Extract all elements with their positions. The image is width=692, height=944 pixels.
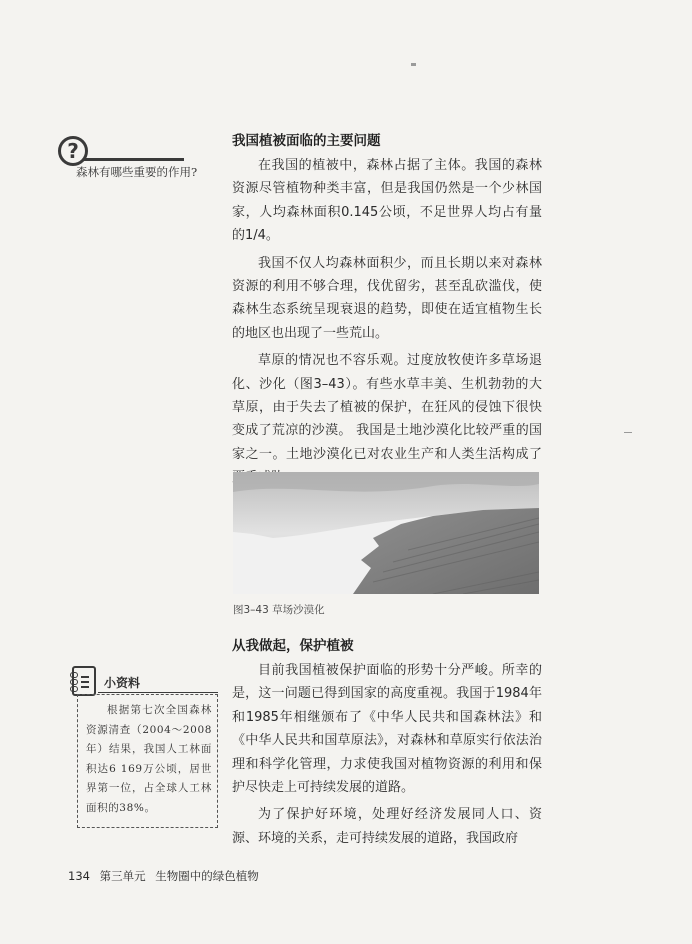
paragraph: 为了保护好环境，处理好经济发展同人口、资源、环境的关系，走可持续发展的道路，我国政府 [232,807,542,846]
figure-caption: 图3–43 草场沙漠化 [233,604,325,616]
info-content-box [77,694,218,828]
section-forest-problems [232,131,542,490]
question-underline [84,158,184,161]
paragraph: 目前我国植被保护面临的形势十分严峻。所幸的是，这一问题已得到国家的高度重视。我国于1984年和1985年相继颁布了《中华人民共和国森林法》和《中华人民共和国草原法》，对森林和草原实行依法治理和科学化管理，力求使我国对植物资源的利用和保护尽快走上可持续发展的道路。 [232,663,542,796]
unit-label: 第三单元 [99,869,146,883]
question-mark-icon: ? [58,136,88,166]
notebook-icon [72,666,96,696]
info-text: 根据第七次全国森林资源清查（2004～2008年）结果，我国人工林面积达6 169万公顷，居世界第一位，占全球人工林面积的38%。 [86,704,212,814]
scan-mark [411,63,416,66]
info-title: 小资料 [104,676,141,690]
paragraph: 在我国的植被中，森林占据了主体。我国的森林资源尽管植物种类丰富，但是我国仍然是一个少林国家，人均森林面积0.145公顷，不足世界人均占有量的1/4。 [232,158,542,244]
paragraph: 草原的情况也不容乐观。过度放牧使许多草场退化、沙化（图3–43）。有些水草丰美、生机勃勃的大草原，由于失去了植被的保护，在狂风的侵蚀下很快变成了荒凉的沙漠。 我国是土地沙漠化比较严重的国家之一。土地沙漠化已对农业生产和人类生活构成了 [232,353,542,462]
margin-question-text: 森林有哪些重要的作用? [76,165,198,179]
section-protect-vegetation [232,636,542,850]
page-footer [68,868,259,884]
page-number: 134 [68,869,90,883]
info-sidebar [72,664,222,830]
paragraph: 我国不仅人均森林面积少，而且长期以来对森林资源的利用不够合理，伐优留劣，甚至乱砍滥伐，使森林生态系统呈现衰退的趋势，即使在适宜植物生长的地区也出现了一些荒山。 [232,255,542,341]
info-title-rule [98,692,218,693]
section-heading: 我国植被面临的主要问题 [232,133,381,149]
grassland-desertification-photo [233,472,539,594]
scan-dash [624,432,632,433]
chapter-title: 生物圈中的绿色植物 [155,869,259,883]
photo-illustration [233,472,539,594]
section-heading: 从我做起，保护植被 [232,638,354,654]
